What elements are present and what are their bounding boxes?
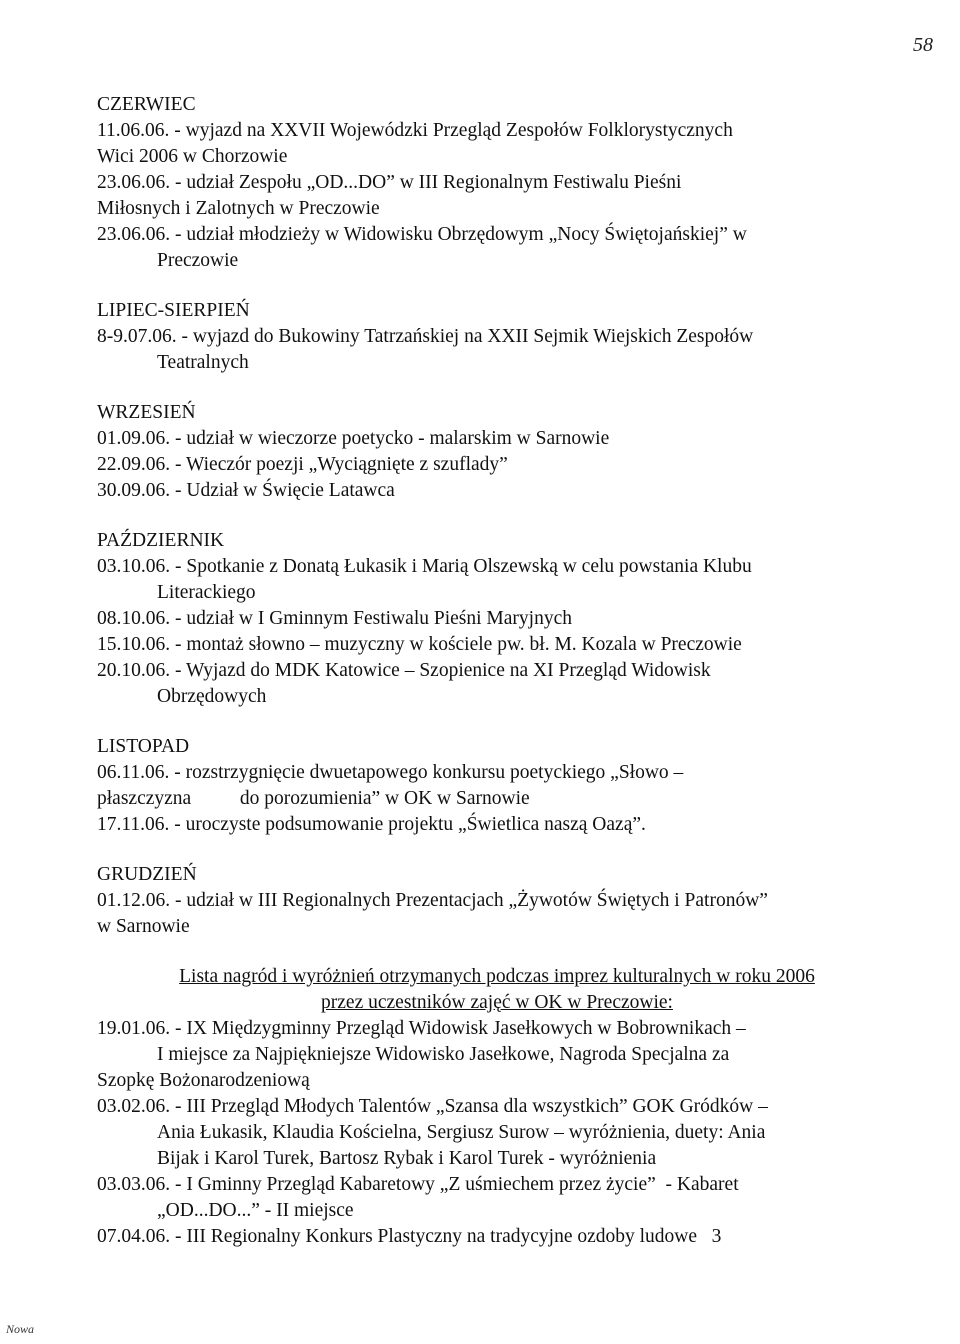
event-line: Teatralnych xyxy=(157,352,249,373)
month-heading: GRUDZIEŃ xyxy=(97,864,197,885)
prize-entries xyxy=(97,1016,887,1250)
month-section xyxy=(97,734,887,838)
prize-line: Ania Łukasik, Klaudia Kościelna, Sergiusz Surow – wyróżnienia, duety: Ania xyxy=(157,1122,766,1143)
event-line: Preczowie xyxy=(157,250,239,271)
event-sections xyxy=(97,92,887,940)
month-section xyxy=(97,862,887,940)
spacer xyxy=(97,710,887,734)
document-body xyxy=(97,92,887,1250)
spacer xyxy=(97,940,887,964)
prize-line: 03.03.06. - I Gminny Przegląd Kabaretowy „Z uśmiechem przez życie” - Kabaret xyxy=(97,1174,739,1195)
prize-line: I miejsce za Najpiękniejsze Widowisko Jasełkowe, Nagroda Specjalna za xyxy=(157,1044,730,1065)
month-section xyxy=(97,92,887,274)
spacer xyxy=(97,504,887,528)
event-line: płaszczyzna do porozumienia” w OK w Sarnowie xyxy=(97,788,530,809)
event-line: Miłosnych i Zalotnych w Preczowie xyxy=(97,198,380,219)
month-heading: WRZESIEŃ xyxy=(97,402,196,423)
month-heading: PAŹDZIERNIK xyxy=(97,530,225,551)
month-heading: LIPIEC-SIERPIEŃ xyxy=(97,300,250,321)
event-line: 22.09.06. - Wieczór poezji „Wyciągnięte z szuflady” xyxy=(97,454,508,475)
event-line: w Sarnowie xyxy=(97,916,190,937)
event-line: 11.06.06. - wyjazd na XXVII Wojewódzki Przegląd Zespołów Folklorystycznych xyxy=(97,120,733,141)
handwritten-note: Nowa xyxy=(6,1322,35,1336)
spacer xyxy=(97,376,887,400)
event-line: 20.10.06. - Wyjazd do MDK Katowice – Szopienice na XI Przegląd Widowisk xyxy=(97,660,711,681)
month-section xyxy=(97,400,887,504)
spacer xyxy=(97,838,887,862)
event-line: 8-9.07.06. - wyjazd do Bukowiny Tatrzańskiej na XXII Sejmik Wiejskich Zespołów xyxy=(97,326,754,347)
prize-line: 07.04.06. - III Regionalny Konkurs Plastyczny na tradycyjne ozdoby ludowe 3 xyxy=(97,1226,722,1247)
prize-line: „OD...DO...” - II miejsce xyxy=(157,1200,354,1221)
event-line: 30.09.06. - Udział w Święcie Latawca xyxy=(97,480,395,501)
prize-line: Bijak i Karol Turek, Bartosz Rybak i Karol Turek - wyróżnienia xyxy=(157,1148,657,1169)
spacer xyxy=(97,274,887,298)
prize-line: 03.02.06. - III Przegląd Młodych Talentów „Szansa dla wszystkich” GOK Gródków – xyxy=(97,1096,768,1117)
month-section xyxy=(97,298,887,376)
event-line: 23.06.06. - udział Zespołu „OD...DO” w III Regionalnym Festiwalu Pieśni xyxy=(97,172,682,193)
prize-line: 19.01.06. - IX Międzygminny Przegląd Widowisk Jasełkowych w Bobrownikach – xyxy=(97,1018,746,1039)
event-line: 03.10.06. - Spotkanie z Donatą Łukasik i Marią Olszewską w celu powstania Klubu xyxy=(97,556,752,577)
event-line: Literackiego xyxy=(157,582,256,603)
prize-list-title-line1: Lista nagród i wyróżnień otrzymanych podczas imprez kulturalnych w roku 2006 xyxy=(179,966,815,987)
event-line: 17.11.06. - uroczyste podsumowanie projektu „Świetlica naszą Oazą”. xyxy=(97,814,646,835)
event-line: Obrzędowych xyxy=(157,686,267,707)
event-line: 23.06.06. - udział młodzieży w Widowisku Obrzędowym „Nocy Świętojańskiej” w xyxy=(97,224,747,245)
event-line: 06.11.06. - rozstrzygnięcie dwuetapowego konkursu poetyckiego „Słowo – xyxy=(97,762,684,783)
event-line: 15.10.06. - montaż słowno – muzyczny w kościele pw. bł. M. Kozala w Preczowie xyxy=(97,634,742,655)
prize-list xyxy=(97,964,887,1250)
month-section xyxy=(97,528,887,710)
event-line: 08.10.06. - udział w I Gminnym Festiwalu Pieśni Maryjnych xyxy=(97,608,572,629)
event-line: 01.09.06. - udział w wieczorze poetycko - malarskim w Sarnowie xyxy=(97,428,610,449)
month-heading: LISTOPAD xyxy=(97,736,190,757)
event-line: Wici 2006 w Chorzowie xyxy=(97,146,288,167)
prize-list-title-line2: przez uczestników zajęć w OK w Preczowie: xyxy=(321,992,673,1013)
event-line: 01.12.06. - udział w III Regionalnych Prezentacjach „Żywotów Świętych i Patronów” xyxy=(97,890,768,911)
page-number: 58 xyxy=(913,34,933,56)
prize-line: Szopkę Bożonarodzeniową xyxy=(97,1070,310,1091)
month-heading: CZERWIEC xyxy=(97,94,196,115)
